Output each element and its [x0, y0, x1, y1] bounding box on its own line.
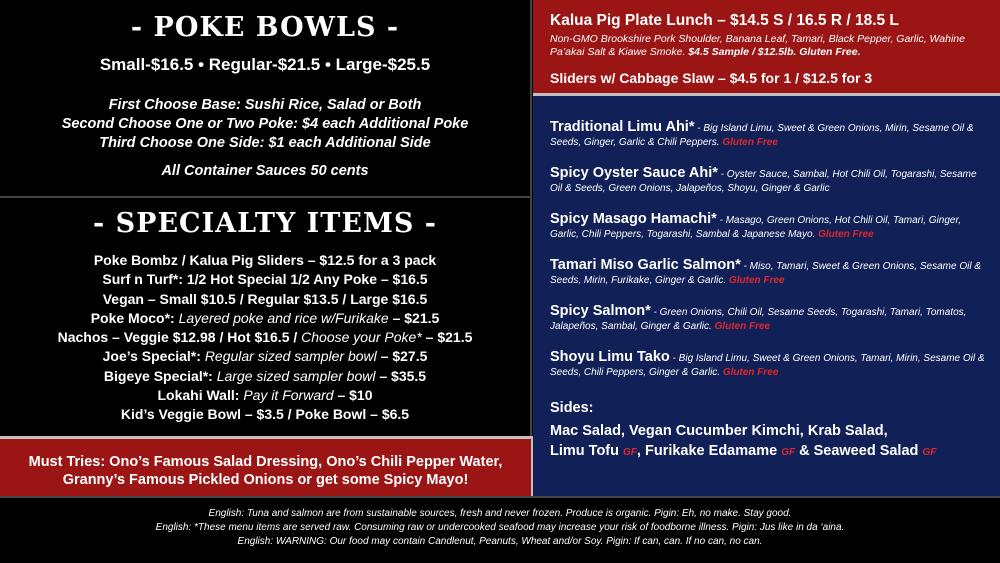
must-tries-panel: [0, 436, 533, 496]
footer-line: English: WARNING: Our food may contain Candlenut, Peanuts, Wheat and/or Soy. Pigin: If can, can. If no can, no can.: [237, 536, 763, 547]
specialty-item: Poke Bombz / Kalua Pig Sliders – $12.5 for a 3 pack: [93, 252, 437, 268]
specialty-items-panel: [0, 198, 532, 436]
poke-bowls-prices: Small-$16.5 • Regular-$21.5 • Large-$25.5: [99, 55, 431, 74]
poke-steps: [0, 96, 530, 153]
poke-item: Tamari Miso Garlic Salmon* - Miso, Tamari, Sweet & Green Onions, Sesame Oil & Seeds, Mirin, Furikake, Ginger & Garlic. Gluten Free: [550, 257, 981, 286]
specialty-item: Joe’s Special*: Regular sized sampler bowl – $27.5: [102, 348, 428, 365]
specialty-item: Kid’s Veggie Bowl – $3.5 / Poke Bowl – $6.5: [120, 406, 410, 423]
specialty-item: Lokahi Wall: Pay it Forward – $10: [157, 387, 373, 404]
poke-item: Spicy Oyster Sauce Ahi* - Oyster Sauce, Sambal, Hot Chili Oil, Togarashi, Sesame Oil & Seeds, Green Onions, Jalapeños, Shoyu, Ginger & Garlic: [550, 165, 977, 194]
specialty-items-title: - SPECIALTY ITEMS -: [93, 208, 437, 239]
poke-bowls-panel: [0, 0, 532, 198]
poke-item: Spicy Salmon* - Green Onions, Chili Oil, Sesame Seeds, Togarashi, Tamari, Tomatos, Jalapeños, Sambal, Ginger & Garlic. Gluten Free: [550, 303, 967, 332]
specialty-item: Bigeye Special*: Large sized sampler bowl – $35.5: [103, 367, 427, 384]
poke-bowls-title: - POKE BOWLS -: [130, 12, 400, 43]
must-tries-text: Must Tries: Ono’s Famous Salad Dressing, Ono’s Chili Pepper Water, Granny’s Famous Pickled Onions or get some Spicy Mayo!: [28, 454, 503, 488]
specialty-item: Poke Moco*: Layered poke and rice w/Furikake – $21.5: [90, 309, 440, 326]
specialty-item: Nachos – Veggie $12.98 / Hot $16.5 / Choose your Poke* – $21.5: [57, 329, 473, 346]
specialty-item: Surf n Turf*: 1/2 Hot Special 1/2 Any Poke – $16.5: [102, 271, 428, 288]
sauces-note: All Container Sauces 50 cents: [161, 163, 369, 179]
step-3: Third Choose One Side: $1 each Additional Side: [99, 135, 431, 151]
sliders-line: Sliders w/ Cabbage Slaw – $4.5 for 1 / $12.5 for 3: [550, 70, 873, 86]
footer-line: English: Tuna and salmon are from sustainable sources, fresh and never frozen. Produce is organic. Pigin: Eh, no make. Stay good.: [208, 508, 792, 519]
sides-list: Mac Salad, Vegan Cucumber Kimchi, Krab Salad, Limu Tofu GF, Furikake Edamame GF & Seaweed Salad GF: [550, 423, 937, 459]
sides-heading: Sides:: [550, 400, 594, 416]
gluten-free-badge: GF: [922, 446, 937, 458]
gluten-free-badge: GF: [781, 446, 796, 458]
step-2: Second Choose One or Two Poke: $4 each Additional Poke: [61, 116, 469, 132]
specialty-list: [0, 251, 530, 425]
step-1: First Choose Base: Sushi Rice, Salad or Both: [108, 97, 422, 113]
poke-item: Traditional Limu Ahi* - Big Island Limu, Sweet & Green Onions, Mirin, Sesame Oil & Seeds, Ginger, Garlic & Chili Peppers. Gluten Free: [550, 119, 974, 148]
kalua-pig-title: Kalua Pig Plate Lunch – $14.5 S / 16.5 R / 18.5 L: [550, 12, 899, 29]
footer-notes: [0, 496, 1000, 563]
poke-item: Spicy Masago Hamachi* - Masago, Green Onions, Hot Chili Oil, Tamari, Ginger, Garlic, Chili Peppers, Togarashi, Sambal & Japanese Mayo. Gluten Free: [550, 211, 962, 240]
poke-flavors-panel: [533, 96, 1000, 496]
gluten-free-badge: GF: [623, 446, 637, 458]
kalua-pig-description: Non-GMO Brookshire Pork Shoulder, Banana Leaf, Tamari, Black Pepper, Garlic, Wahine Pa’akai Salt & Kiawe Smoke. $4.5 Sample / $12.5lb. Gluten Free.: [550, 33, 965, 58]
footer-line: English: *These menu items are served raw. Consuming raw or undercooked seafood may increase your risk of foodborne illness. Pigin: Jus like in da ‘aina.: [155, 522, 845, 533]
kalua-pig-panel: [533, 0, 1000, 96]
poke-item: Shoyu Limu Tako - Big Island Limu, Sweet & Green Onions, Tamari, Mirin, Sesame Oil & Seeds, Chili Peppers, Ginger & Garlic. Gluten Free: [550, 349, 985, 378]
specialty-item: Vegan – Small $10.5 / Regular $13.5 / Large $16.5: [102, 290, 428, 307]
